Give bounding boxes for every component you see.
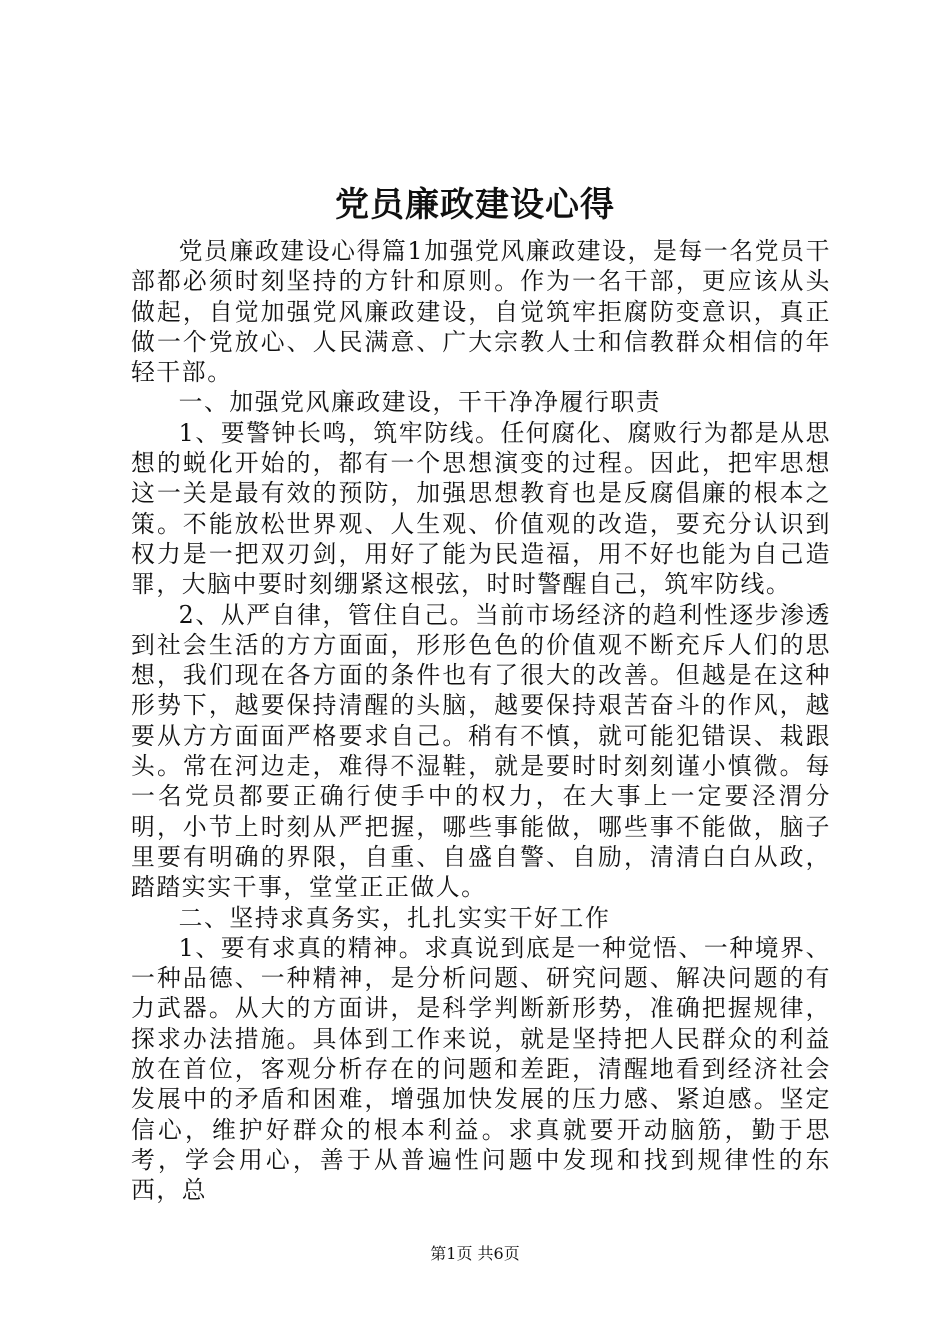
document-title: 党员廉政建设心得 [335, 185, 615, 225]
paragraph-2-1: 1、要有求真的精神。求真说到底是一种觉悟、一种境界、一种品德、一种精神，是分析问题、研究问题、解决问题的有力武器。从大的方面讲，是科学判断新形势，准确把握规律，探求办法措施。具体到工作来说，就是坚持把人民群众的利益放在首位，客观分析存在的问题和差距，清醒地看到经济社会发展中的矛盾和困难，增强加快发展的压力感、紧迫感。坚定信心，维护好群众的根本利益。求真就要开动脑筋，勤于思考，学会用心，善于从普遍性问题中发现和找到规律性的东西，总 [131, 933, 831, 1205]
page-footer: 第1页 共6页 [430, 1244, 520, 1263]
section-heading-2: 二、坚持求真务实，扎扎实实干好工作 [178, 903, 611, 932]
section-heading-1: 一、加强党风廉政建设，干干净净履行职责 [178, 388, 662, 417]
document-body [131, 236, 831, 1206]
paragraph-1-2: 2、从严自律，管住自己。当前市场经济的趋利性逐步渗透到社会生活的方方面面，形形色色的价值观不断充斥人们的思想，我们现在各方面的条件也有了很大的改善。但越是在这种形势下，越要保持清醒的头脑，越要保持艰苦奋斗的作风，越要从方方面面严格要求自己。稍有不慎，就可能犯错误、栽跟头。常在河边走，难得不湿鞋，就是要时时刻刻谨小慎微。每一名党员都要正确行使手中的权力，在大事上一定要泾渭分明，小节上时刻从严把握，哪些事能做，哪些事不能做，脑子里要有明确的界限，自重、自盛自警、自励，清清白白从政，踏踏实实干事，堂堂正正做人。 [131, 600, 831, 902]
paragraph-intro: 党员廉政建设心得篇1加强党风廉政建设，是每一名党员干部都必须时刻坚持的方针和原则。作为一名干部，更应该从头做起，自觉加强党风廉政建设，自觉筑牢拒腐防变意识，真正做一个党放心、人民满意、广大宗教人士和信教群众相信的年轻干部。 [131, 237, 831, 387]
paragraph-1-1: 1、要警钟长鸣，筑牢防线。任何腐化、腐败行为都是从思想的蜕化开始的，都有一个思想演变的过程。因此，把牢思想这一关是最有效的预防，加强思想教育也是反腐倡廉的根本之策。不能放松世界观、人生观、价值观的改造，要充分认识到权力是一把双刃剑，用好了能为民造福，用不好也能为自己造罪，大脑中要时刻绷紧这根弦，时时警醒自己，筑牢防线。 [131, 418, 831, 599]
